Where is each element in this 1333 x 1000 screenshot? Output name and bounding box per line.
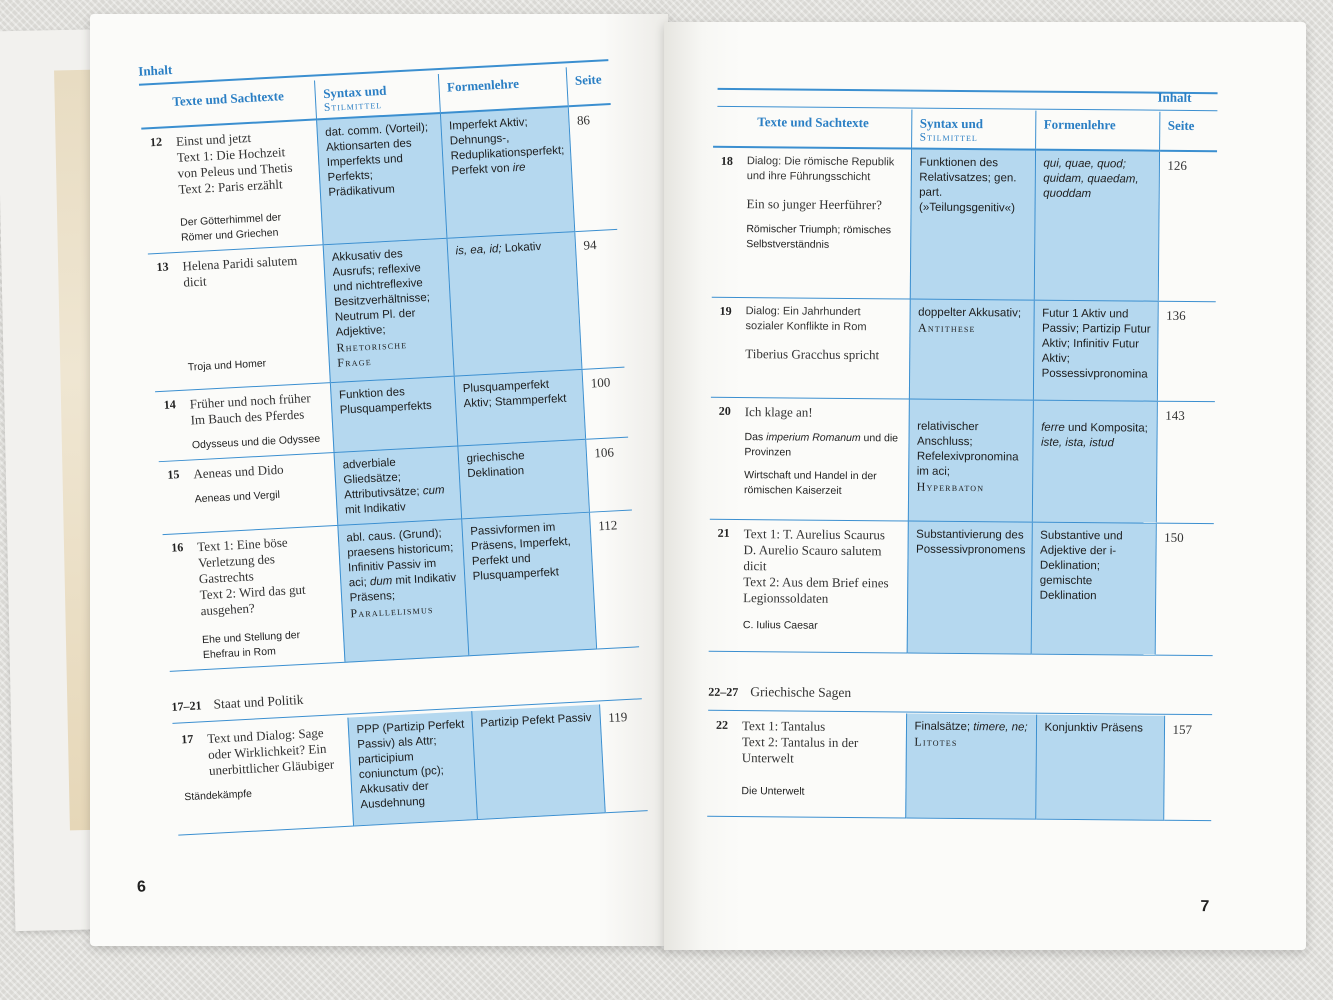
col-header-texts: Texte und Sachtexte xyxy=(713,108,911,149)
texts-cell: 16 Text 1: Eine böse Verletzung des Gastrechts Text 2: Wird das gut ausgehen? Ehe und Stellung der Ehefrau in Rom xyxy=(163,525,345,671)
left-page-number: 6 xyxy=(136,878,147,896)
texts-cell: 15 Aeneas und Dido Aeneas und Vergil xyxy=(159,453,338,535)
toc-row-13 xyxy=(148,229,625,391)
forms-cell: qui, quae, quod; quidam, quaedam, quoddam xyxy=(1034,150,1159,301)
right-page-number: 7 xyxy=(1200,898,1210,916)
left-toc-table xyxy=(139,65,639,672)
right-column-headers xyxy=(713,108,1217,151)
syntax-cell: Funktion des Plusquamperfekts xyxy=(330,376,457,452)
page-number-cell: 119 xyxy=(599,702,648,812)
section-heading-17-21: 17–21 Staat und Politik xyxy=(171,691,304,714)
texts-cell: 14 Früher und noch früher Im Bauch des Pferdes Odysseus und die Odyssee xyxy=(155,383,333,462)
forms-cell: Futur 1 Aktiv und Passiv; Partizip Futur Aktiv; Infinitiv Futur Aktiv; Possessivpronomina xyxy=(1033,300,1158,401)
toc-row-21 xyxy=(709,519,1214,655)
texts-cell: 20 Ich klage an! Das imperium Romanum und die Provinzen Wirtschaft und Handel in der römischen Kaiserzeit xyxy=(710,397,909,521)
toc-row-17 xyxy=(173,702,648,834)
col-header-texts: Texte und Sachtexte xyxy=(139,81,316,129)
syntax-cell: Funktionen des Relativsatzes; gen. part. (»Teilungsgenitiv«) xyxy=(910,149,1035,300)
syntax-cell: relativischer Anschluss; Refelexivpronomina im aci; Hyperbaton xyxy=(908,399,1033,522)
syntax-cell: dat. comm. (Vorteil); Aktionsarten des Imperfekts und Perfekts; Prädikativum xyxy=(316,113,446,245)
forms-cell: Imperfekt Aktiv; Dehnungs-, Reduplikationsperfekt; Perfekt von ire xyxy=(440,106,574,238)
page-number-cell: 86 xyxy=(568,104,618,232)
col-header-forms: Formenlehre xyxy=(1035,111,1159,151)
col-header-syntax: Syntax und Stilmittel xyxy=(911,110,1035,150)
texts-cell: 17 Text und Dialog: Sage oder Wirklichkeit? Ein unerbittlicher Gläubiger Ständekämpfe xyxy=(173,718,353,835)
left-page-content xyxy=(85,27,660,934)
toc-row-19 xyxy=(711,297,1216,401)
right-page-content xyxy=(700,78,1227,923)
forms-cell: griechische Deklination xyxy=(457,439,589,519)
col-header-forms: Formenlehre xyxy=(438,67,568,113)
forms-cell: Plusquamperfekt Aktiv; Stammperfekt xyxy=(454,369,585,446)
syntax-cell: doppelter Akkusativ; Antithese xyxy=(909,299,1034,400)
texts-cell: 13 Helena Paridi salutem dicit Troja und Homer xyxy=(148,245,330,392)
syntax-cell: PPP (Partizip Perfekt Passiv) als Attr; participium coniunctum (pc); Akkusativ der Ausdehnung xyxy=(347,711,476,825)
texts-cell: 21 Text 1: T. Aurelius Scaurus D. Aurelio Scauro salutem dicit Text 2: Aus dem Brief eines Legionssoldaten C. Iulius Caesar xyxy=(709,519,908,653)
forms-cell: Konjunktiv Präsens xyxy=(1035,715,1164,820)
texts-cell: 19 Dialog: Ein Jahrhundert sozialer Konflikte in Rom Tiberius Gracchus spricht xyxy=(711,297,910,399)
forms-cell: is, ea, id; Lokativ xyxy=(446,232,581,377)
texts-cell: 22 Text 1: Tantalus Text 2: Tantalus in der Unterwelt Die Unterwelt xyxy=(707,712,906,818)
right-header-title: Inhalt xyxy=(1157,89,1192,105)
toc-row-16 xyxy=(163,510,640,671)
left-toc-table-17 xyxy=(173,702,648,835)
page-number-cell: 94 xyxy=(574,229,624,369)
right-toc-table xyxy=(709,108,1218,656)
syntax-cell: Akkusativ des Ausrufs; reflexive und nichtreflexive Besitzverhältnisse; Neutrum Pl. der Adjektive; Rhetorische Frage xyxy=(323,238,454,382)
syntax-cell: Substantivierung des Possessivpronomens xyxy=(907,521,1032,654)
syntax-cell: adverbiale Gliedsätze; Attributivsätze; cum mit Indikativ xyxy=(334,446,462,525)
col-header-page: Seite xyxy=(1159,112,1217,152)
texts-cell: 12 Einst und jetzt Text 1: Die Hochzeit von Peleus und Thetis Text 2: Paris erzählt Der Götterhimmel der Römer und Griechen xyxy=(141,119,322,253)
forms-cell: ferre und Komposita; iste, ista, istud xyxy=(1032,400,1157,523)
col-header-syntax: Syntax und Stilmittel xyxy=(314,74,440,119)
toc-row-20 xyxy=(710,397,1215,523)
forms-cell: Partizip Pefekt Passiv xyxy=(471,704,604,819)
right-toc-table-22 xyxy=(707,712,1212,821)
toc-row-12 xyxy=(141,104,617,254)
syntax-cell: abl. caus. (Grund); praesens historicum; Infinitiv Passiv im aci; dum mit Indikativ Präsens; Parallelismus xyxy=(337,519,468,662)
page-number-cell: 112 xyxy=(589,510,639,649)
section-heading-22-27: 22–27 Griechische Sagen xyxy=(708,684,852,701)
toc-row-18 xyxy=(712,147,1217,301)
col-header-page: Seite xyxy=(566,65,611,106)
page-number-cell: 157 xyxy=(1163,716,1212,820)
forms-cell: Passivformen im Präsens, Imperfekt, Perfekt und Plusquamperfekt xyxy=(461,512,596,656)
left-header-title: Inhalt xyxy=(137,61,173,79)
texts-cell: 18 Dialog: Die römische Republik und ihre Führungsschicht Ein so junger Heerführer? Römischer Triumph; römisches Selbstverständnis xyxy=(712,147,911,299)
page-number-cell: 136 xyxy=(1157,301,1216,402)
page-number-cell: 150 xyxy=(1155,523,1214,656)
toc-row-22 xyxy=(707,712,1212,820)
page-number-cell: 100 xyxy=(581,367,628,439)
right-header-rule-top xyxy=(718,88,1218,94)
page-number-cell: 106 xyxy=(585,437,632,512)
syntax-cell: Finalsätze; timere, ne; Litotes xyxy=(905,714,1036,819)
page-number-cell: 126 xyxy=(1158,151,1217,302)
forms-cell: Substantive und Adjektive der i-Deklination; gemischte Deklination xyxy=(1031,522,1156,655)
page-number-cell: 143 xyxy=(1156,401,1215,524)
